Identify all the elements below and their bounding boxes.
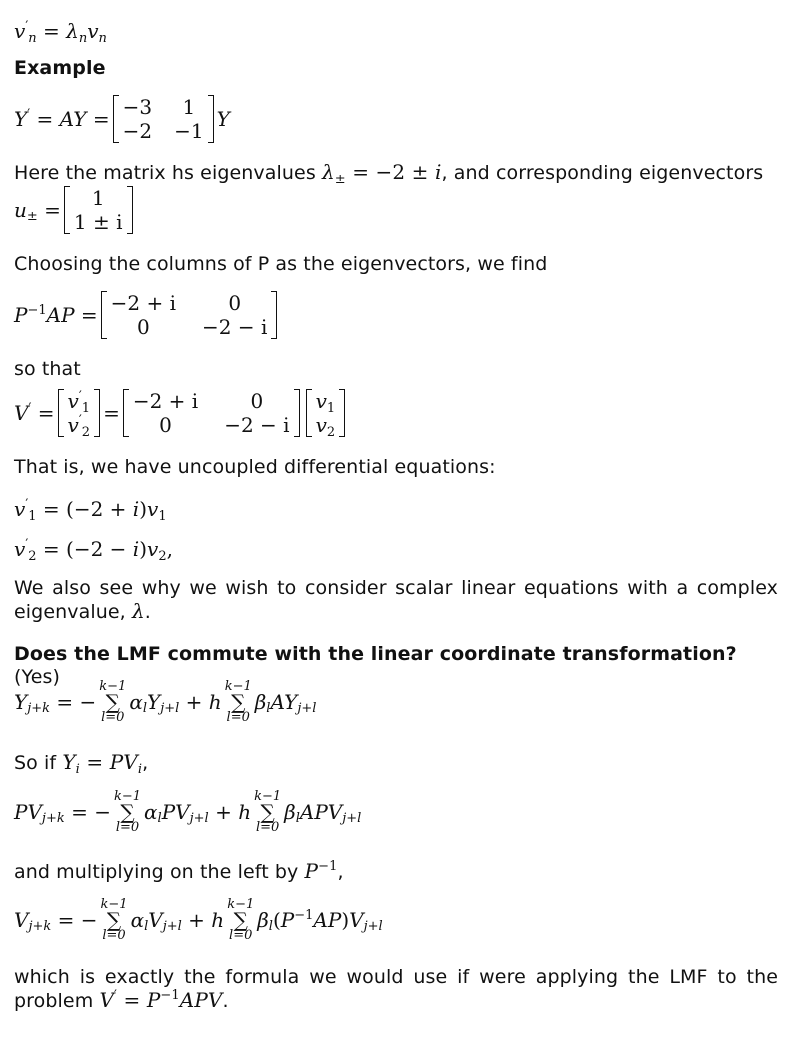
v-vector: $v_1$ $v_2$ [306, 389, 346, 437]
eigenvector-equation: $u_\pm$ = 1 1 ± i [14, 186, 778, 234]
transformed-system-equation: V′ = $v'_1$ $v'_2$ = −2 + i 0 0 −2 − i $v_1$ $v_2$ [14, 389, 778, 437]
matrix-a: −3 1 −2 −1 [113, 95, 214, 143]
lmf-formula-y: $Y_{j+k}$ = − k−1 ∑ l=0 $\alpha_lY_{j+l} + h$ k−1 ∑ l=0 $\beta_lAY_{j+l}$ [14, 679, 317, 725]
eigen-scalar-equation: $v'_n = \lambda_nv_n$ [14, 19, 107, 46]
equation-v2: $v'_2 = (-2 - i)v_2$, [14, 537, 173, 564]
eigenvalues-text: Here the matrix hs eigenvalues $\lambda_\pm = -2 \pm i$, and corresponding eigenvectors [14, 160, 764, 187]
eigenvector-matrix: 1 1 ± i [64, 186, 133, 234]
conclusion-text: which is exactly the formula we would use if were applying the LMF to the problem $V' = P^{-1}APV$. [14, 966, 778, 1012]
diagonal-matrix-2: −2 + i 0 0 −2 − i [123, 389, 300, 437]
commute-question: Does the LMF commute with the linear coordinate transformation? (Yes) [14, 643, 737, 688]
lmf-formula-pv: $PV_{j+k}$ = − k−1 ∑ l=0 $\alpha_lPV_{j+l} + h$ k−1 ∑ l=0 $\beta_lAPV_{j+l}$ [14, 789, 362, 835]
so-if-text: So if $Y_i = PV_i$, [14, 750, 149, 777]
system-equation: Y′ = AY = −3 1 −2 −1 Y [14, 95, 230, 143]
diagonal-matrix: −2 + i 0 0 −2 − i [101, 291, 278, 339]
example-heading: Example [14, 57, 106, 79]
v-prime-vector: $v'_1$ $v'_2$ [58, 389, 101, 437]
so-that-text: so that [14, 358, 81, 380]
columns-text: Choosing the columns of P as the eigenvectors, we find [14, 253, 548, 275]
equation-v1: $v'_1 = (-2 + i)v_1$ [14, 497, 167, 524]
uncoupled-text: That is, we have uncoupled differential equations: [14, 456, 496, 478]
lmf-formula-v: $V_{j+k}$ = − k−1 ∑ l=0 $\alpha_lV_{j+l} + h$ k−1 ∑ l=0 $\beta_l(P^{-1}AP)V_{j+l}$ [14, 897, 383, 943]
diagonalization-equation: $P^{-1}AP$ = −2 + i 0 0 −2 − i [14, 291, 778, 339]
complex-eigenvalue-text: We also see why we wish to consider scalar linear equations with a complex eigenvalue, λ. [14, 577, 778, 623]
multiplying-text: and multiplying on the left by $P^{-1}$, [14, 859, 344, 883]
